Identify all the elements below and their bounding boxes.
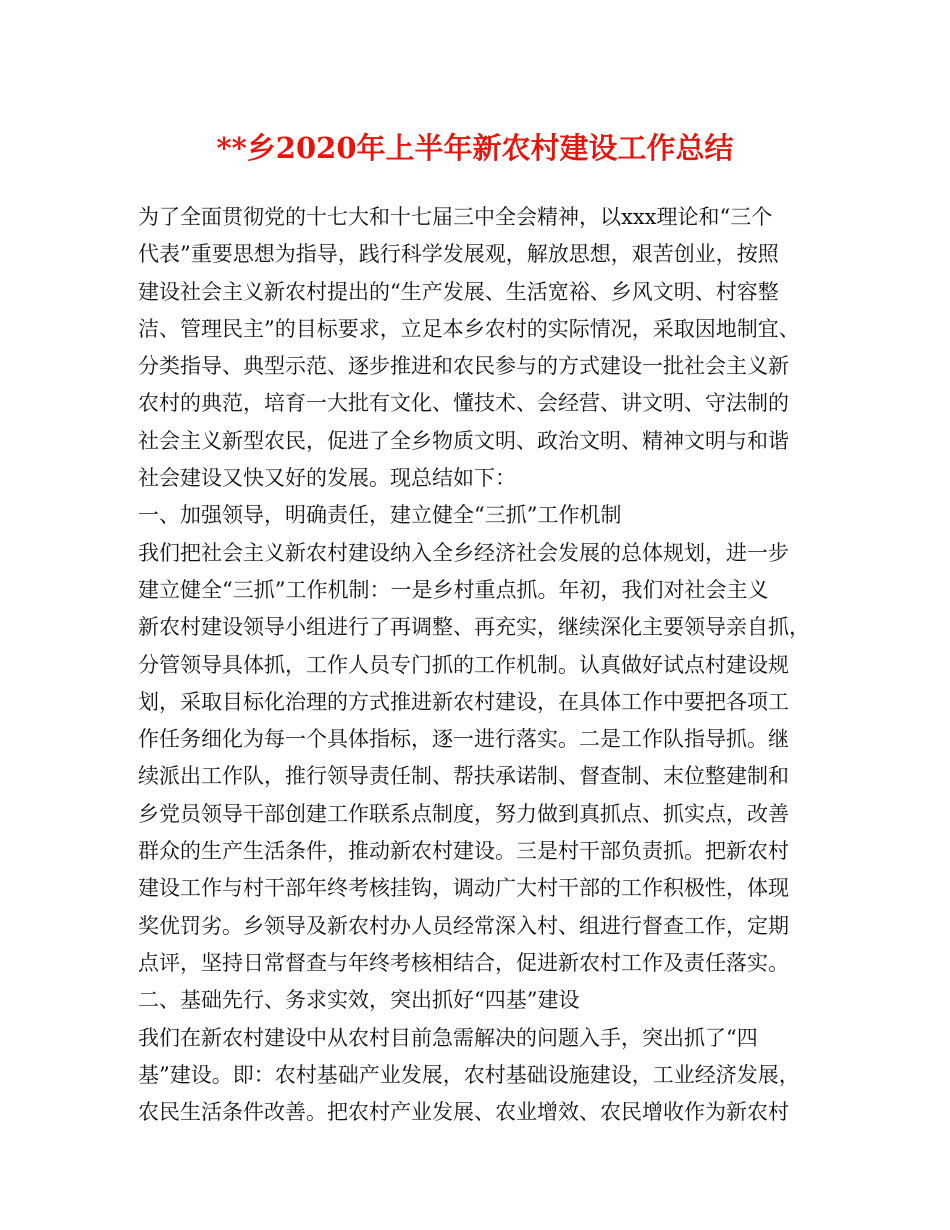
document-body <box>138 199 828 1131</box>
text-line: 基”建设。即：农村基础产业发展，农村基础设施建设，工业经济发展， <box>138 1062 800 1087</box>
text-line: 农村的典范，培育一大批有文化、懂技术、会经营、讲文明、守法制的 <box>138 391 789 416</box>
section-heading: 二、基础先行、务求实效，突出抓好“四基”建设 <box>138 988 580 1013</box>
text-line: 续派出工作队，推行领导责任制、帮扶承诺制、督查制、末位整建制和 <box>138 764 789 789</box>
text-line: 为了全面贯彻党的十七大和十七届三中全会精神，以xxx理论和“三个 <box>138 205 773 229</box>
text-line: 社会主义新型农民，促进了全乡物质文明、政治文明、精神文明与和谐 <box>138 428 789 453</box>
text-line: 代表”重要思想为指导，践行科学发展观，解放思想，艰苦创业，按照 <box>138 242 779 267</box>
document-title: **乡2020年上半年新农村建设工作总结 <box>216 131 734 165</box>
text-line: 分管领导具体抓，工作人员专门抓的工作机制。认真做好试点村建设规 <box>138 652 789 677</box>
text-line: 乡党员领导干部创建工作联系点制度，努力做到真抓点、抓实点，改善 <box>138 801 789 826</box>
text-line: 建设工作与村干部年终考核挂钩，调动广大村干部的工作积极性，体现 <box>138 876 789 901</box>
text-line: 洁、管理民主”的目标要求，立足本乡农村的实际情况，采取因地制宜、 <box>138 316 800 341</box>
section-heading: 一、加强领导，明确责任，建立健全“三抓”工作机制 <box>138 503 622 528</box>
text-line: 群众的生产生活条件，推动新农村建设。三是村干部负责抓。把新农村 <box>138 839 789 864</box>
text-line: 建设社会主义新农村提出的“生产发展、生活宽裕、乡风文明、村容整 <box>138 279 779 304</box>
text-line: 新农村建设领导小组进行了再调整、再充实，继续深化主要领导亲自抓， <box>138 615 810 640</box>
text-line: 农民生活条件改善。把农村产业发展、农业增效、农民增收作为新农村 <box>138 1100 789 1125</box>
text-line: 点评，坚持日常督查与年终考核相结合，促进新农村工作及责任落实。 <box>138 950 789 975</box>
text-line: 我们在新农村建设中从农村目前急需解决的问题入手，突出抓了“四 <box>138 1025 758 1050</box>
text-line: 我们把社会主义新农村建设纳入全乡经济社会发展的总体规划，进一步 <box>138 540 789 565</box>
text-line: 作任务细化为每一个具体指标，逐一进行落实。二是工作队指导抓。继 <box>138 727 789 752</box>
text-line: 划，采取目标化治理的方式推进新农村建设，在具体工作中要把各项工 <box>138 689 789 714</box>
text-line: 奖优罚劣。乡领导及新农村办人员经常深入村、组进行督查工作，定期 <box>138 913 789 938</box>
text-line: 社会建设又快又好的发展。现总结如下： <box>138 466 516 491</box>
text-line: 分类指导、典型示范、逐步推进和农民参与的方式建设一批社会主义新 <box>138 354 789 379</box>
text-line: 建立健全“三抓”工作机制：一是乡村重点抓。年初，我们对社会主义 <box>138 577 769 602</box>
